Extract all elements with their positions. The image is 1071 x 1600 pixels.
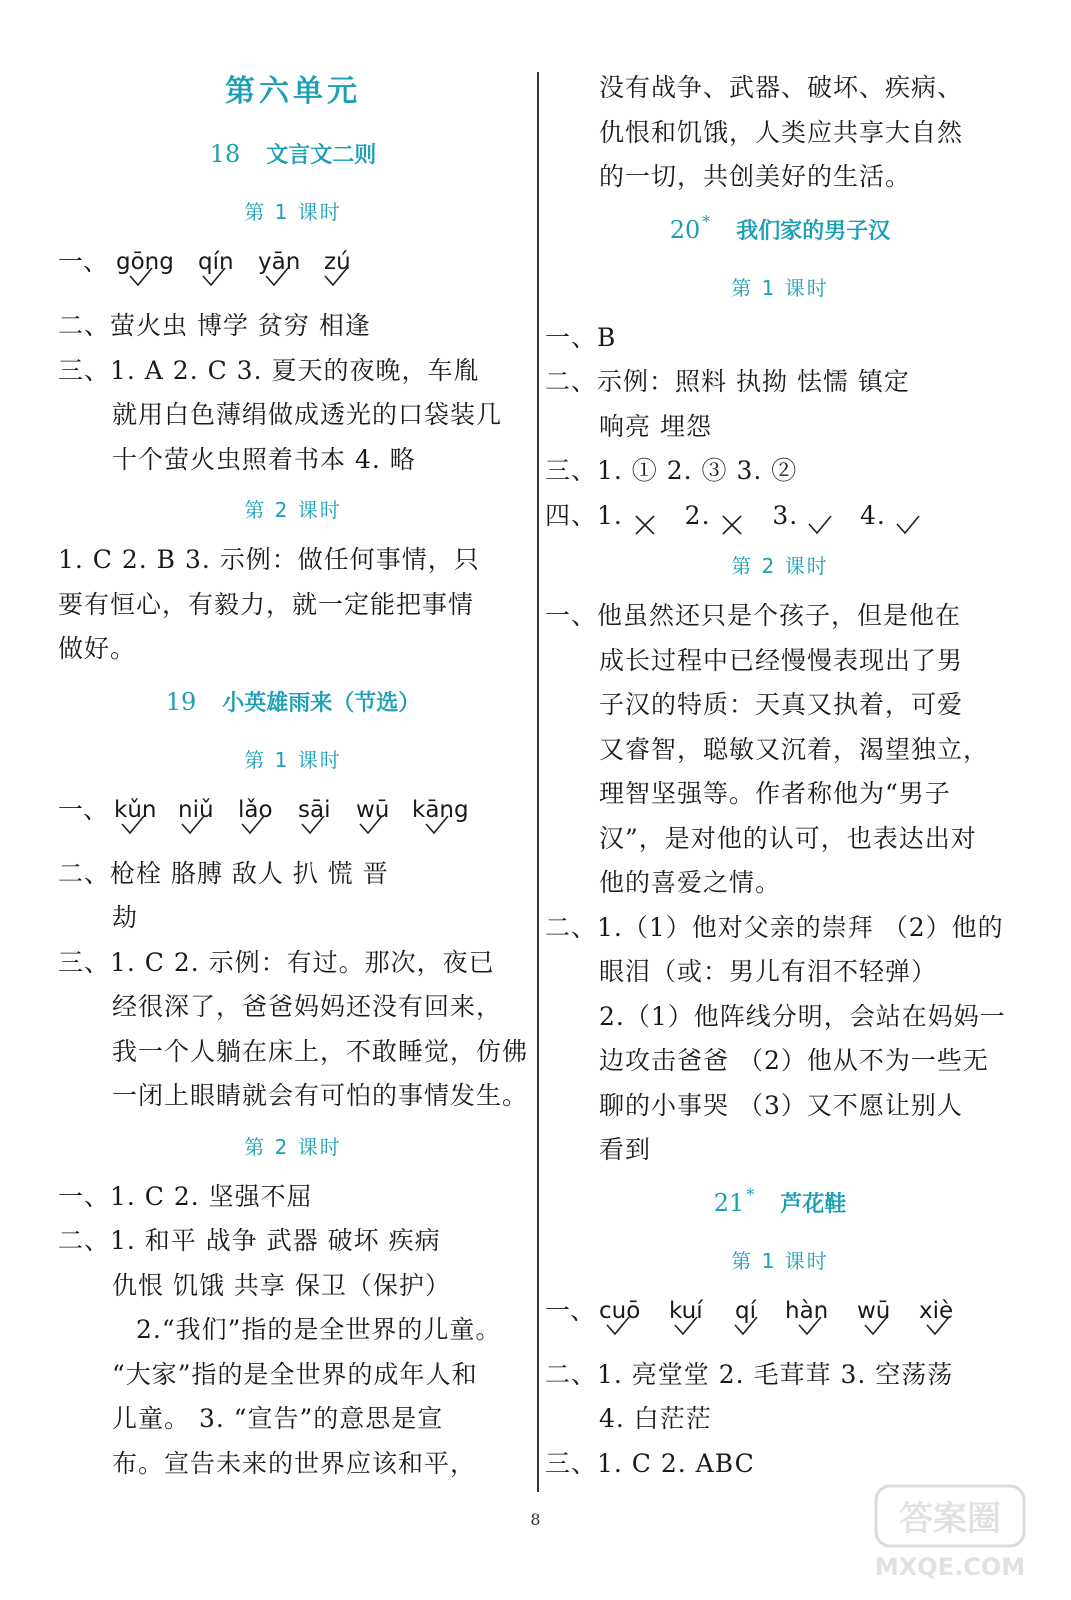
answer-line: 三、1. A 2. C 3. 夏天的夜晚，车胤 xyxy=(58,355,480,385)
continued-text xyxy=(545,60,1015,200)
lesson-name: 小英雄雨来（节选） xyxy=(222,690,421,716)
answer-line: 子汉的特质：天真又执着，可爱 xyxy=(599,690,964,719)
lesson-number: 18 xyxy=(209,140,241,168)
item-number: 1. xyxy=(597,500,623,530)
check-icon xyxy=(128,266,154,288)
lesson-number-text: 20 xyxy=(669,215,701,244)
answer-line: 十个萤火虫照着书本 4. 略 xyxy=(112,444,416,474)
pinyin-item: yān xyxy=(258,249,301,275)
pinyin-item: zú xyxy=(324,249,351,275)
lesson-name: 芦花鞋 xyxy=(780,1191,847,1217)
check-icon xyxy=(807,506,833,528)
answer-line: 一、他虽然还只是个孩子，但是他在 xyxy=(545,601,962,630)
answer-line: 就用白色薄绢做成透光的口袋装几 xyxy=(112,400,503,429)
answer-line: 1. C 2. B 3. 示例：做任何事情，只 xyxy=(58,545,480,574)
lesson-20-title xyxy=(545,200,1015,260)
lesson-21-title xyxy=(545,1173,1015,1233)
answer-line: 我一个人躺在床上，不敢睡觉，仿佛 xyxy=(112,1036,529,1066)
question-label: 一、 xyxy=(545,1295,596,1325)
answer-line: 二、示例：照料 执拗 怯懦 镇定 xyxy=(545,367,910,396)
pinyin-item: kāng xyxy=(412,796,469,823)
question-label: 四、 xyxy=(545,500,598,530)
check-icon xyxy=(120,814,146,836)
question-label: 一、 xyxy=(58,247,109,276)
page-number: 8 xyxy=(530,1510,541,1529)
check-icon xyxy=(180,814,206,836)
answer-line: 三、1. C 2. 示例：有过。那次，夜已 xyxy=(58,947,495,977)
question-label: 一、 xyxy=(58,794,109,824)
answer-line: 汉”，是对他的认可，也表达出对 xyxy=(599,823,977,853)
answer-line: 聊的小事哭 （3）又不愿让别人 xyxy=(599,1090,963,1120)
answer-line: 又睿智，聪敏又沉着，渴望独立， xyxy=(599,734,990,764)
answer-line: 劫 xyxy=(112,903,139,932)
check-icon xyxy=(300,814,326,836)
lesson-name: 文言文二则 xyxy=(266,143,377,168)
answer-line: 4. 白茫茫 xyxy=(599,1404,712,1433)
answer-line: “大家”指的是全世界的成年人和 xyxy=(112,1359,478,1389)
answer-line: 仇恨和饥饿，人类应共享大自然 xyxy=(599,117,964,147)
answer-line: 2.“我们”指的是全世界的儿童。 xyxy=(136,1315,502,1344)
pinyin-answer-row xyxy=(58,788,528,852)
pinyin-answer-row xyxy=(58,240,528,304)
check-icon xyxy=(201,266,227,288)
unit-title: 第六单元 xyxy=(225,74,361,109)
check-icon xyxy=(240,814,266,836)
answer-line: 布。宣告未来的世界应该和平， xyxy=(112,1448,477,1478)
pinyin-item: kuí xyxy=(669,1297,703,1324)
answer-line: 一闭上眼睛就会有可怕的事情发生。 xyxy=(112,1081,529,1110)
cross-icon xyxy=(632,506,658,528)
answer-line: 2.（1）他阵线分明，会站在妈妈一 xyxy=(599,1001,1006,1031)
pinyin-item: cuō xyxy=(599,1297,641,1324)
left-column xyxy=(58,60,528,1486)
svg-text:MXQE.COM: MXQE.COM xyxy=(874,1553,1026,1581)
answer-line: 他的喜爱之情。 xyxy=(599,868,782,897)
pinyin-item: niǔ xyxy=(178,796,214,823)
item-number: 2. xyxy=(684,500,711,530)
answer-line: 看到 xyxy=(599,1135,652,1164)
check-icon xyxy=(424,814,450,836)
answer-line: 二、萤火虫 博学 贫穷 相逢 xyxy=(58,311,371,340)
answer-line: 成长过程中已经慢慢表现出了男 xyxy=(599,645,964,675)
lesson-number: 19 xyxy=(165,687,197,716)
period-heading: 第 1 课时 xyxy=(731,1248,829,1273)
pinyin-item: xiè xyxy=(919,1297,954,1324)
answer-line: 做好。 xyxy=(58,634,137,663)
lesson-number xyxy=(713,1184,755,1217)
answer-line: 经很深了，爸爸妈妈还没有回来， xyxy=(112,992,503,1021)
answer-line: 儿童。 3. “宣告”的意思是宣 xyxy=(112,1404,444,1433)
answer-line: 没有战争、武器、破坏、疾病、 xyxy=(599,73,964,102)
pinyin-item: sāi xyxy=(298,796,331,823)
answer-line: 眼泪（或：男儿有泪不轻弹） xyxy=(599,957,938,986)
watermark-logo xyxy=(870,1480,1030,1585)
column-divider xyxy=(537,72,539,1492)
pinyin-item: wū xyxy=(857,1297,891,1324)
cross-icon xyxy=(719,506,745,528)
answer-line: 边攻击爸爸 （2）他从不为一些无 xyxy=(599,1046,989,1075)
check-icon xyxy=(733,1315,759,1337)
check-icon xyxy=(895,506,921,528)
period-heading: 第 1 课时 xyxy=(244,747,342,772)
period-heading: 第 1 课时 xyxy=(244,200,342,224)
period-heading: 第 2 课时 xyxy=(244,1134,342,1159)
answer-line: 二、1. 亮堂堂 2. 毛茸茸 3. 空荡荡 xyxy=(545,1359,954,1389)
answer-line: 一、B xyxy=(545,322,617,352)
check-icon xyxy=(323,266,349,288)
lesson-18-title xyxy=(58,124,528,184)
answer-line: 仇恨 饥饿 共享 保卫（保护） xyxy=(112,1270,451,1300)
answer-line: 要有恒心，有毅力，就一定能把事情 xyxy=(58,589,475,619)
answer-line: 的一切，共创美好的生活。 xyxy=(599,162,912,191)
pinyin-item: qí xyxy=(735,1297,756,1324)
check-icon xyxy=(264,266,290,288)
lesson-name: 我们家的男子汉 xyxy=(736,218,891,244)
right-column xyxy=(545,60,1015,1486)
check-icon xyxy=(673,1315,699,1337)
answer-line: 三、1. ① 2. ③ 3. ② xyxy=(545,456,798,485)
period-heading: 第 2 课时 xyxy=(244,498,342,522)
lesson-number-text: 21 xyxy=(713,1188,745,1217)
pinyin-item: gōng xyxy=(116,249,174,275)
check-icon xyxy=(797,1315,823,1337)
answer-line: 三、1. C 2. ABC xyxy=(545,1448,755,1478)
item-number: 3. xyxy=(772,500,799,530)
answer-line: 理智坚强等。作者称他为“男子 xyxy=(599,779,951,808)
answer-line: 二、枪栓 胳膊 敌人 扒 慌 晋 xyxy=(58,858,389,888)
period-heading: 第 1 课时 xyxy=(731,275,829,300)
pinyin-item: lǎo xyxy=(238,796,273,823)
check-icon xyxy=(358,814,384,836)
item-number: 4. xyxy=(859,500,886,530)
pinyin-answer-row xyxy=(545,1289,1015,1353)
optional-star: * xyxy=(702,211,711,231)
answer-line: 响亮 埋怨 xyxy=(599,411,712,441)
answer-line: 二、1. 和平 战争 武器 破坏 疾病 xyxy=(58,1226,441,1255)
answer-line: 一、1. C 2. 坚强不屈 xyxy=(58,1181,313,1211)
pinyin-item: qín xyxy=(198,249,234,275)
svg-text:答案圈: 答案圈 xyxy=(899,1499,1001,1539)
pinyin-item: wū xyxy=(356,796,390,823)
pinyin-item: kǔn xyxy=(114,796,157,823)
check-icon xyxy=(605,1315,631,1337)
period-heading: 第 2 课时 xyxy=(731,554,829,578)
pinyin-item: hàn xyxy=(785,1297,829,1324)
check-icon xyxy=(863,1315,889,1337)
answer-line: 二、1.（1）他对父亲的崇拜 （2）他的 xyxy=(545,912,1004,942)
judgement-answer-line xyxy=(545,494,1015,539)
lesson-19-title xyxy=(58,672,528,732)
optional-star: * xyxy=(746,1184,755,1204)
check-icon xyxy=(925,1315,951,1337)
lesson-number xyxy=(669,211,711,244)
